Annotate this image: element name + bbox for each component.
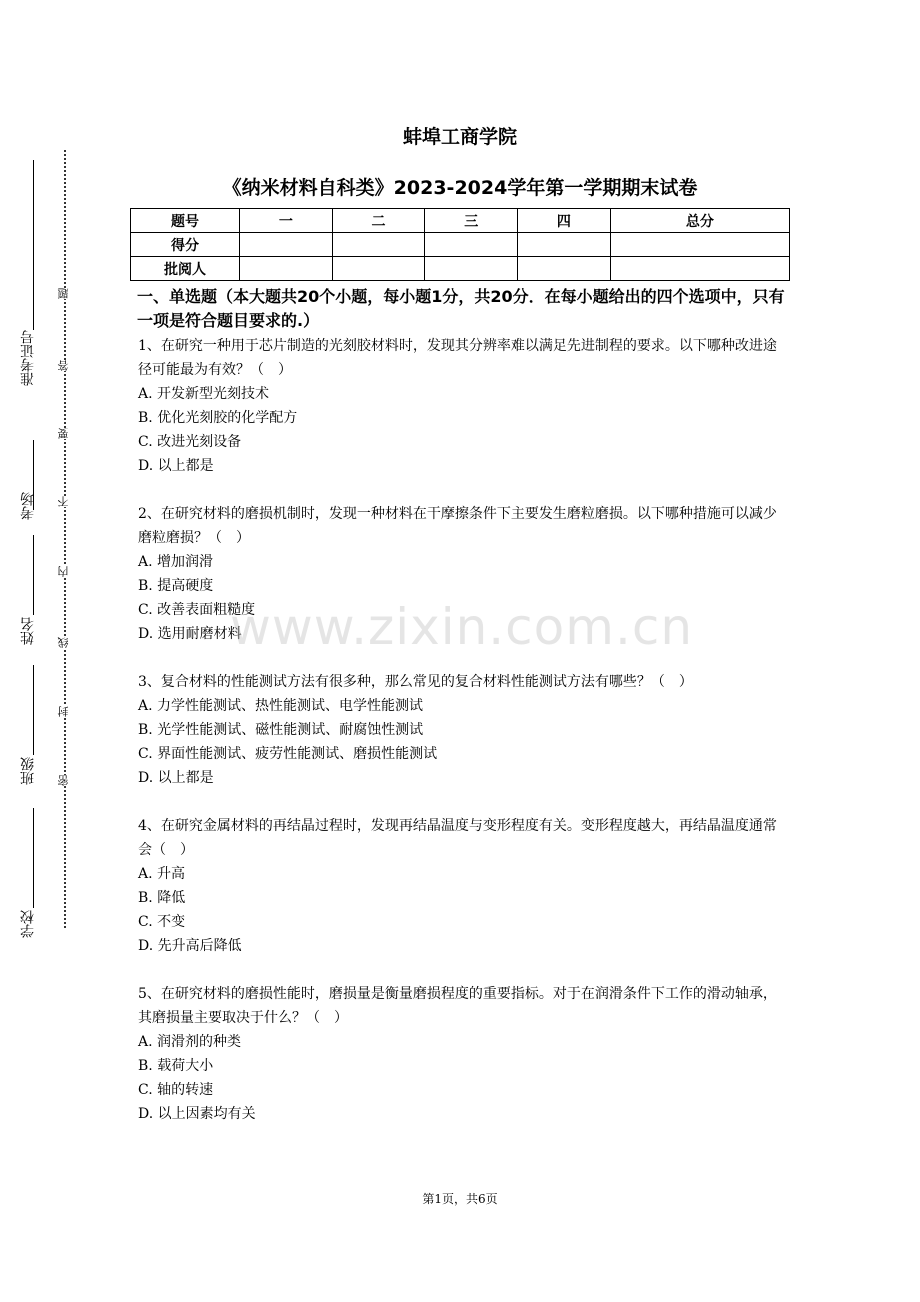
option-a[interactable]: A. 润滑剂的种类: [138, 1034, 242, 1050]
seal-char: 内: [57, 566, 70, 577]
score-table-header-row: [131, 209, 790, 233]
option-a[interactable]: A. 升高: [138, 866, 186, 882]
question-stem: 5、在研究材料的磨损性能时，磨损量是衡量磨损程度的重要指标。对于在润滑条件下工作的滑动轴承，其磨损量主要取决于什么？（ ）: [138, 986, 777, 1026]
page-footer: 第1页，共6页: [422, 1192, 498, 1206]
option-b[interactable]: B. 优化光刻胶的化学配方: [138, 410, 298, 426]
question-3: [138, 670, 783, 790]
score-header-cell: 总分: [610, 209, 789, 233]
score-table: [130, 208, 790, 281]
score-cell[interactable]: [332, 233, 425, 257]
seal-char: 密: [57, 775, 70, 786]
seal-char: 封: [57, 706, 70, 717]
seal-char: 不: [57, 496, 70, 507]
score-row: [131, 233, 790, 257]
score-row-label: 得分: [131, 233, 240, 257]
option-b[interactable]: B. 提高硬度: [138, 578, 214, 594]
score-cell[interactable]: [610, 233, 789, 257]
option-d[interactable]: D. 先升高后降低: [138, 938, 242, 954]
grader-row-label: 批阅人: [131, 257, 240, 281]
seal-char: 线: [57, 637, 70, 648]
question-stem: 2、在研究材料的磨损机制时，发现一种材料在干摩擦条件下主要发生磨粒磨损。以下哪种措施可以减少磨粒磨损？（ ）: [138, 506, 777, 546]
option-d[interactable]: D. 以上都是: [138, 458, 214, 474]
grader-cell[interactable]: [610, 257, 789, 281]
section-heading: 一、单选题（本大题共20个小题，每小题1分，共20分．在每小题给出的四个选项中，只有一项是符合题目要求的.）: [137, 287, 785, 330]
question-stem: 1、在研究一种用于芯片制造的光刻胶材料时，发现其分辨率难以满足先进制程的要求。以下哪种改进途径可能最为有效？（ ）: [138, 338, 777, 378]
watermark: www.zixin.com.cn: [230, 598, 694, 656]
exam-title: 《纳米材料自科类》2023-2024学年第一学期期末试卷: [222, 177, 698, 199]
option-c[interactable]: C. 改善表面粗糙度: [138, 602, 256, 618]
option-d[interactable]: D. 选用耐磨材料: [138, 626, 242, 642]
grader-cell[interactable]: [425, 257, 518, 281]
school-line: [33, 808, 34, 908]
option-c[interactable]: C. 轴的转速: [138, 1082, 214, 1098]
option-c[interactable]: C. 改进光刻设备: [138, 434, 242, 450]
exam-number-label: 准考证号: [20, 330, 36, 386]
option-d[interactable]: D. 以上都是: [138, 770, 214, 786]
option-b[interactable]: B. 降低: [138, 890, 186, 906]
score-cell[interactable]: [240, 233, 333, 257]
grader-cell[interactable]: [518, 257, 611, 281]
grader-cell[interactable]: [332, 257, 425, 281]
score-header-cell: 四: [518, 209, 611, 233]
score-header-cell: 一: [240, 209, 333, 233]
seal-char: 题: [57, 288, 70, 299]
binding-dotted-line: [64, 150, 66, 928]
grader-cell[interactable]: [240, 257, 333, 281]
question-stem: 3、复合材料的性能测试方法有很多种，那么常见的复合材料性能测试方法有哪些？（ ）: [138, 674, 693, 690]
exam-room-label: 考场: [20, 492, 36, 520]
name-label: 姓名: [20, 617, 36, 645]
question-4: [138, 814, 783, 958]
question-5: [138, 982, 783, 1126]
option-b[interactable]: B. 载荷大小: [138, 1058, 214, 1074]
class-line: [33, 665, 34, 755]
score-header-cell: 二: [332, 209, 425, 233]
option-c[interactable]: C. 不变: [138, 914, 186, 930]
school-name: 蚌埠工商学院: [402, 126, 517, 148]
option-b[interactable]: B. 光学性能测试、磁性能测试、耐腐蚀性测试: [138, 722, 424, 738]
option-d[interactable]: D. 以上因素均有关: [138, 1106, 256, 1122]
question-stem: 4、在研究金属材料的再结晶过程时，发现再结晶温度与变形程度有关。变形程度越大，再结晶温度通常会（ ）: [138, 818, 777, 858]
option-c[interactable]: C. 界面性能测试、疲劳性能测试、磨损性能测试: [138, 746, 438, 762]
score-cell[interactable]: [518, 233, 611, 257]
score-header-cell: 题号: [131, 209, 240, 233]
class-label: 班级: [20, 757, 36, 785]
school-label: 学校: [20, 910, 36, 938]
seal-char: 要: [57, 428, 70, 439]
name-line: [33, 535, 34, 615]
option-a[interactable]: A. 增加润滑: [138, 554, 214, 570]
seal-char: 答: [57, 360, 70, 371]
grader-row: [131, 257, 790, 281]
option-a[interactable]: A. 力学性能测试、热性能测试、电学性能测试: [138, 698, 424, 714]
option-a[interactable]: A. 开发新型光刻技术: [138, 386, 270, 402]
question-1: [138, 334, 783, 478]
score-cell[interactable]: [425, 233, 518, 257]
score-header-cell: 三: [425, 209, 518, 233]
